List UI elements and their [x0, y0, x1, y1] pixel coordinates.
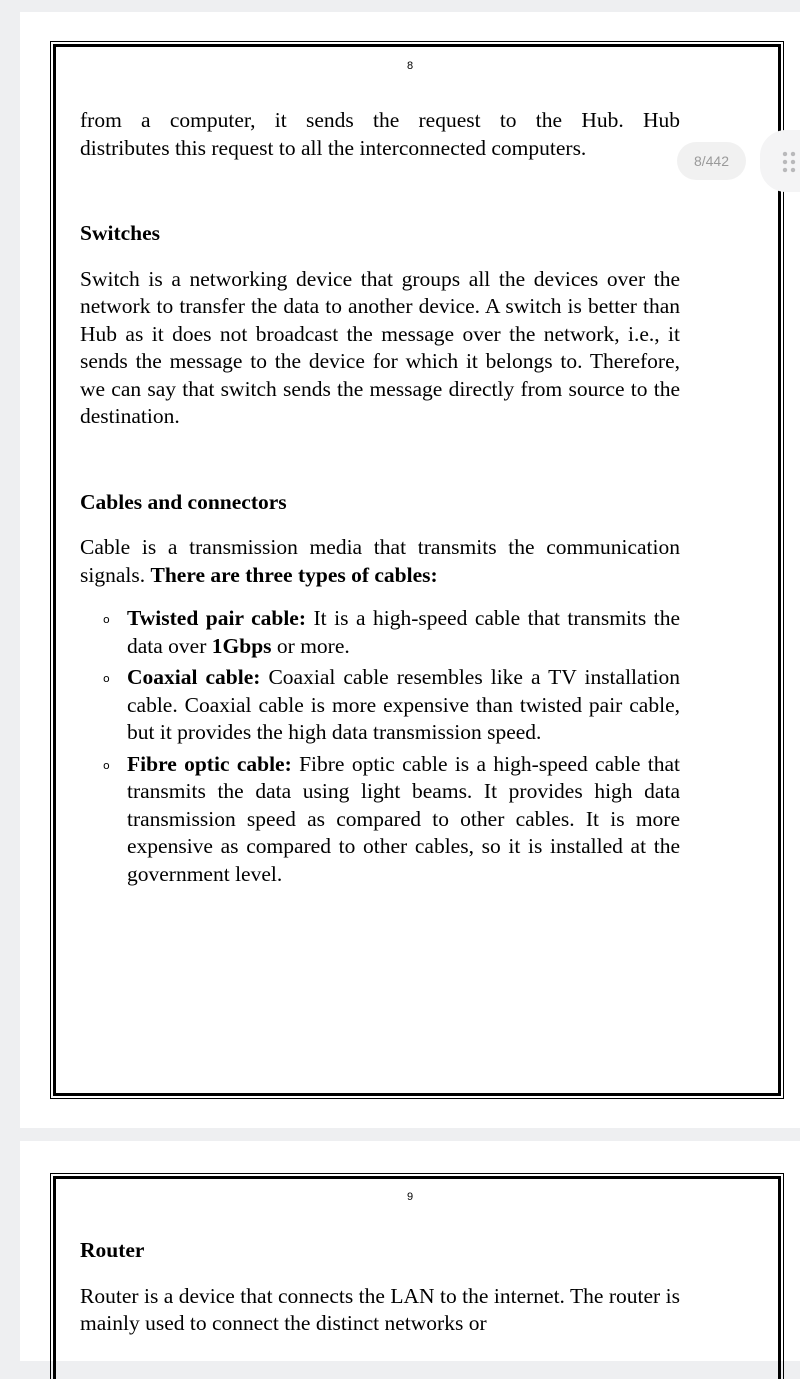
bullet-icon: o	[103, 672, 110, 685]
page-number: 9	[406, 1191, 414, 1203]
list-item: o Coaxial cable: Coaxial cable resembles like a TV installation cable. Coaxial cable is more expensive than twisted pair cable, but it provides the high data transmission speed.	[103, 665, 681, 744]
section-heading-switches: Switches	[80, 221, 161, 245]
cables-paragraph: Cable is a transmission media that transmits the communication signals. There are three types of cables:	[80, 535, 680, 587]
page-indicator-badge: 8/442	[677, 142, 746, 180]
list-item: o Fibre optic cable: Fibre optic cable is a high-speed cable that transmits the data using light beams. It provides high data transmission speed as compared to other cables. It is more expensive as compared to other cables, so it is installed at the government level.	[103, 751, 680, 886]
pdf-page-8	[20, 12, 800, 1128]
bullet-icon: o	[103, 758, 110, 772]
list-item: o Twisted pair cable: It is a high-speed cable that transmits the data over 1Gbps or more.	[103, 606, 680, 658]
bullet-icon: o	[103, 613, 110, 626]
page-number: 8	[406, 60, 414, 72]
page-body	[80, 107, 680, 892]
intro-line: distributes this request to all the interconnected computers.	[80, 135, 587, 160]
pdf-page-9	[20, 1141, 800, 1361]
scroll-handle[interactable]	[760, 130, 800, 192]
intro-line: from a computer, it sends the request to the Hub. Hub	[80, 108, 680, 132]
cable-types-list	[80, 605, 680, 888]
section-heading-router: Router	[80, 1238, 145, 1262]
switches-paragraph: Switch is a networking device that groups all the devices over the network to transfer the data to another device. A switch is better than Hub as it does not broadcast the message over the network, i.e., it sends the message to the device for which it belongs to. Therefore, we can say that switch sends the message directly from source to the destination.	[80, 266, 680, 428]
section-heading-cables: Cables and connectors	[80, 489, 287, 514]
page-body	[80, 1237, 680, 1338]
drag-handle-icon	[781, 150, 797, 174]
router-paragraph: Router is a device that connects the LAN to the internet. The router is mainly used to connect the distinct networks or	[80, 1283, 680, 1335]
